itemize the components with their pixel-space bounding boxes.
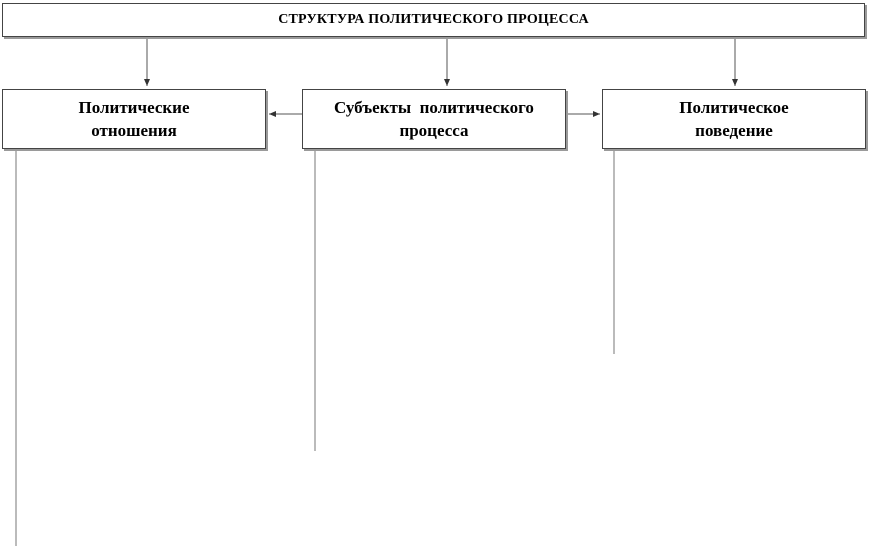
node-relations-line2: отношения	[91, 121, 177, 140]
node-subjects-line2: процесса	[399, 121, 469, 140]
node-process-subjects	[302, 89, 566, 149]
node-political-behavior	[602, 89, 866, 149]
node-behavior-line1: Политическое	[679, 98, 789, 117]
node-political-relations	[2, 89, 266, 149]
node-relations-line1: Политические	[78, 98, 190, 117]
node-behavior-line2: поведение	[695, 121, 773, 140]
node-subjects-line1: Субъекты политического	[334, 98, 534, 117]
diagram-title-box	[2, 3, 865, 37]
diagram-title: СТРУКТУРА ПОЛИТИЧЕСКОГО ПРОЦЕССА	[278, 12, 589, 27]
